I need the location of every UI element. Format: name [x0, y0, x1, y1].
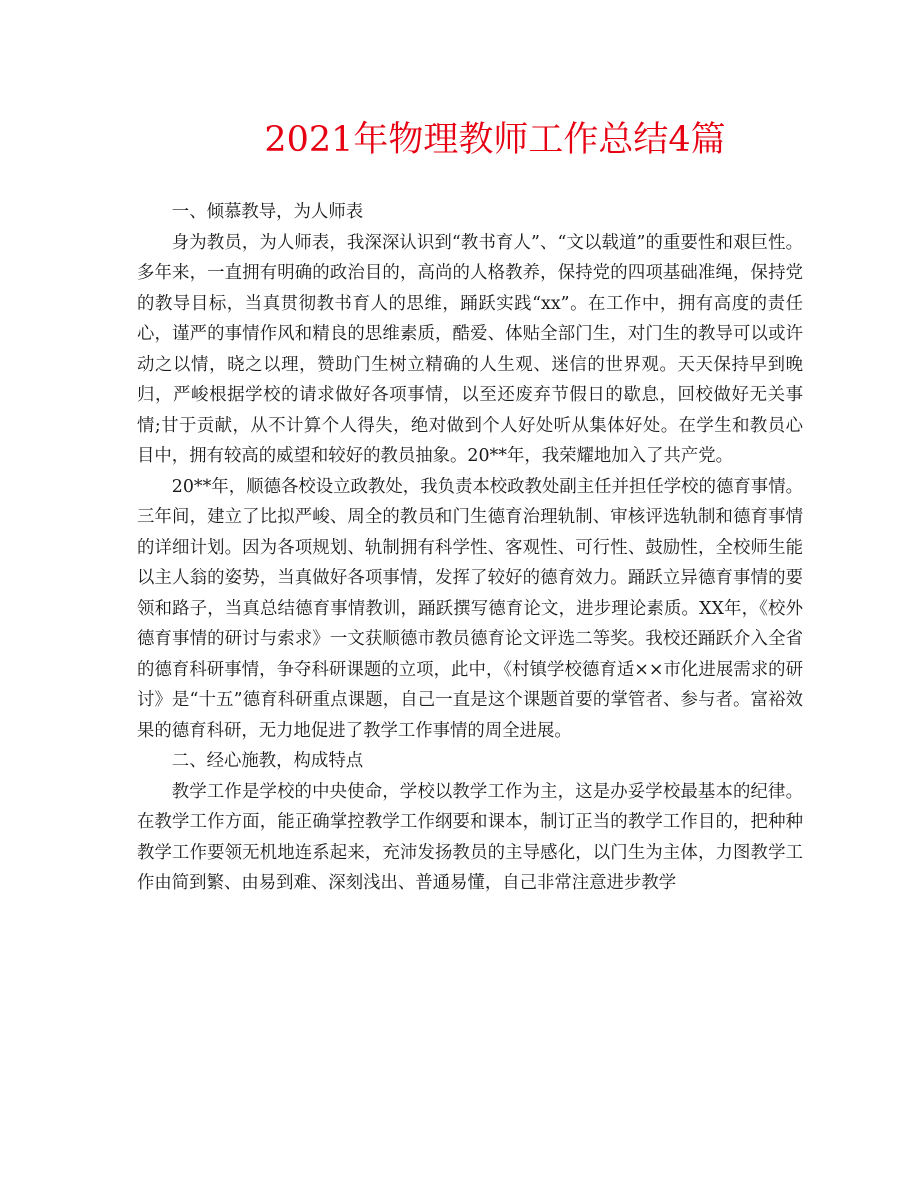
section-heading: 二、经心施教，构成特点 [171, 751, 364, 771]
body-paragraph: 身为教员，为人师表，我深深认识到“教书育人”、“文以载道”的重要性和艰巨性。多年来，一直拥有明确的政治目的，高尚的人格教养，保持党的四项基础准绳，保持党的教导目标，当真贯彻教书育人的思维，踊跃实践“xx”。在工作中，拥有高度的责任心，谨严的事情作风和精良的思维素质，酷爱、体贴全部门生，对门生的教导可以或许动之以情，晓之以理，赞助门生树立精确的人生观、迷信的世界观。天天保持早到晚归，严峻根据学校的请求做好各项事情，以至还废弃节假日的歇息，回校做好无关事情;甘于贡献，从不计算个人得失，绝对做到个人好处听从集体好处。在学生和教员心目中，拥有较高的威望和较好的教员抽象。20**年，我荣耀地加入了共产党。 [137, 232, 803, 466]
document-title: 2021年物理教师工作总结4篇 [264, 120, 726, 160]
section-heading: 一、倾慕教导，为人师表 [171, 202, 364, 222]
body-paragraph: 教学工作是学校的中央使命，学校以教学工作为主，这是办妥学校最基本的纪律。在教学工作方面，能正确掌控教学工作纲要和课本，制订正当的教学工作目的，把种种教学工作要领无机地连系起来，充沛发扬教员的主导感化，以门生为主体，力图教学工作由简到繁、由易到难、深刻浅出、普通易懂，自己非常注意进步教学 [137, 781, 803, 893]
document-body [137, 197, 803, 899]
body-paragraph: 20**年，顺德各校设立政教处，我负责本校政教处副主任并担任学校的德育事情。三年间，建立了比拟严峻、周全的教员和门生德育治理轨制、审核评选轨制和德育事情的详细计划。因为各项规划、轨制拥有科学性、客观性、可行性、鼓励性，全校师生能以主人翁的姿势，当真做好各项事情，发挥了较好的德育效力。踊跃立异德育事情的要领和路子，当真总结德育事情教训，踊跃撰写德育论文，进步理论素质。XX年，《校外德育事情的研讨与索求》一文获顺德市教员德育论文评选二等奖。我校还踊跃介入全省的德育科研事情，争夺科研课题的立项，此中，《村镇学校德育适××市化进展需求的研讨》是“十五”德育科研重点课题，自己一直是这个课题首要的掌管者、参与者。富裕效果的德育科研，无力地促进了教学工作事情的周全进展。 [137, 476, 803, 741]
